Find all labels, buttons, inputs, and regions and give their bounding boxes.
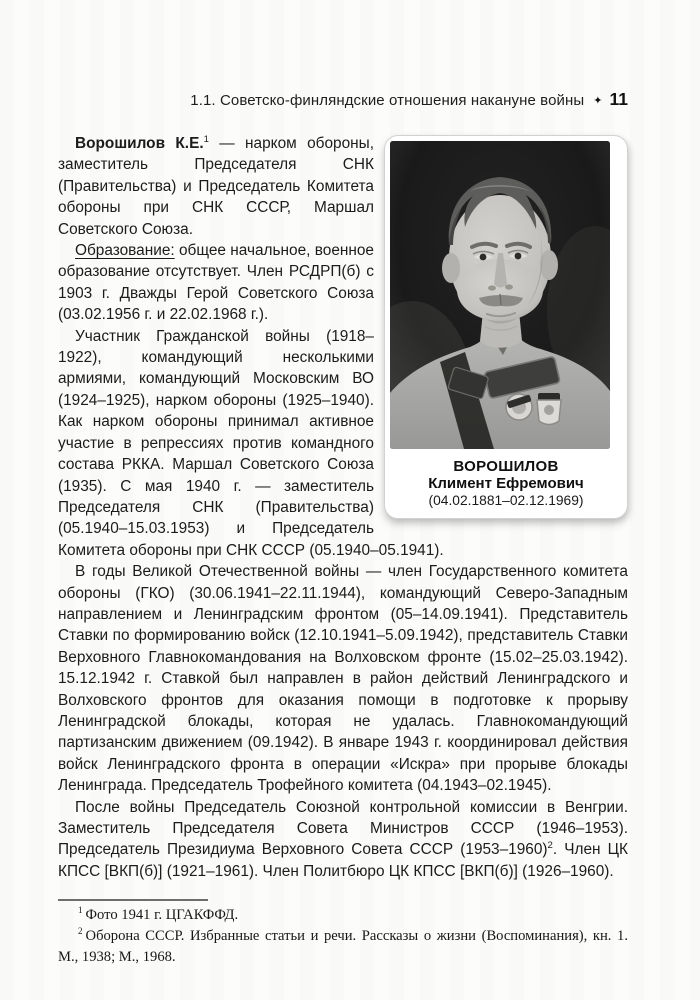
photo-caption [390, 458, 622, 509]
portrait-illustration [390, 141, 610, 449]
paragraph-postwar [58, 797, 628, 883]
footnote-marker-1: 1 [78, 905, 83, 916]
caption-name: Климент Ефремович [428, 475, 584, 492]
page-number: 11 [609, 89, 628, 109]
diamond-icon: ✦ [593, 95, 603, 107]
footnote-marker-2: 2 [78, 926, 83, 937]
footnote-text-2: Оборона СССР. Избранные статьи и речи. Рассказы о жизни (Воспоминания), кн. 1. М., 1938; М., 1968. [58, 928, 628, 966]
footnote-ref-1: 1 [203, 133, 209, 145]
paragraph-wwii: В годы Великой Отечественной войны — член Государственного комитета обороны (ГКО) (30.06.1941–22.11.1944), командующий Северо-Западным направлением и Ленинградским фронтом (05–14.09.1941). Представитель Ставки по формированию войск (12.10.1941–5.09.1942), представитель Ставки Верховного Главнокомандования на Волховском фронте (15.02–25.03.1942). 15.12.1942 г. Ставкой был направлен в район действий Ленинградского и Волховского фронтов для оказания помощи в подготовке к прорыву Ленинградской блокады, которая не удалась. Главнокомандующий партизанским движением (09.1942). В январе 1943 г. координировал действия войск Ленинградского фронта в операции «Искра» при прорыве блокады Ленинграда. Председатель Трофейного комитета (04.1943–02.1945). [58, 563, 628, 795]
caption-surname: ВОРОШИЛОВ [453, 458, 559, 475]
caption-dates: (04.02.1881–02.12.1969) [428, 493, 584, 508]
education-label: Образование: [75, 242, 175, 260]
photo-card [384, 135, 628, 519]
footnote-item [58, 905, 628, 926]
paragraph-postwar-text-before: После войны Председатель Союзной контрольной комиссии в Венгрии. Заместитель Председателя Совета Министров СССР (1946–1953). Председатель Президиума Верховного Совета СССР (1953–1960) [58, 798, 628, 859]
running-header [58, 88, 628, 110]
biography-article [58, 133, 628, 882]
footnote-item [58, 926, 628, 968]
footnote-text-1: Фото 1941 г. ЦГАКФФД. [85, 907, 239, 924]
paragraph-intro-text: — нарком обороны, заместитель Председателя СНК (Правительства) и Председатель Комитета обороны при СНК СССР, Маршал Советского Союза. [58, 135, 374, 238]
footnotes-section [58, 899, 628, 968]
chapter-title: 1.1. Советско-финляндские отношения накануне войны [190, 92, 585, 109]
voroshilov-portrait-photo [390, 141, 610, 449]
footnote-ref-2: 2 [547, 840, 553, 852]
paragraph-postwar-text-after: . Член ЦК КПСС [ВКП(б)] (1921–1961). Член Политбюро ЦК КПСС [ВКП(б)] (1926–1960). [58, 841, 628, 880]
medal-icon [537, 393, 561, 425]
paragraph-education-text: общее начальное, военное образование отсутствует. Член РСДРП(б) с 1903 г. Дважды Герой Советского Союза (03.02.1956 г. и 22.02.1968 г.). [58, 242, 374, 324]
footnote-rule [58, 899, 208, 901]
paragraph-civil-war: Участник Гражданской войны (1918–1922), командующий несколькими армиями, командующий Московским ВО (1924–1925), нарком обороны (1925–1940). Как нарком обороны принимал активное участие в репрессиях против командного состава РККА. Маршал Советского Союза (1935). С мая 1940 г. — заместитель Председателя СНК (Правительства) (05.1940–15.03.1953) и Председатель Комитета обороны при СНК СССР (05.1940–05.1941). [58, 327, 444, 559]
person-name-bold: Ворошилов К.Е. [75, 135, 204, 152]
medal-icon [506, 394, 532, 420]
